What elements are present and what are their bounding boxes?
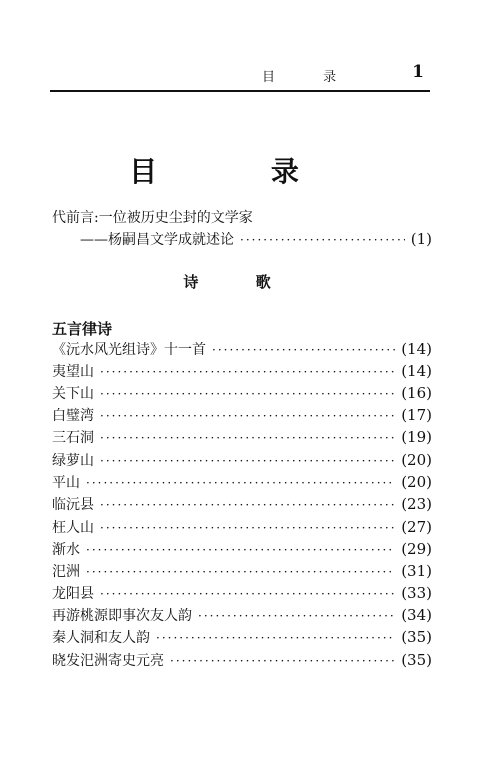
- entry-title: 枉人山: [52, 520, 94, 536]
- toc-entry: [52, 362, 432, 381]
- toc-title: 目 录: [129, 155, 351, 188]
- toc-entry: [52, 606, 432, 625]
- running-title: 目 录: [262, 70, 359, 85]
- dot-leader: [100, 452, 395, 470]
- entry-page: (20): [401, 473, 432, 491]
- entry-title: 绿萝山: [52, 453, 94, 469]
- entry-title: 三石洞: [52, 430, 94, 446]
- dot-leader: [100, 519, 395, 537]
- entry-page: (14): [401, 362, 432, 380]
- entry-page: (14): [401, 340, 432, 358]
- entry-page: (19): [401, 428, 432, 446]
- toc-entry: [52, 540, 432, 559]
- dot-leader: [100, 407, 395, 425]
- entry-title: 龙阳县: [52, 586, 94, 602]
- entry-page: (35): [401, 628, 432, 646]
- dot-leader: [100, 385, 395, 403]
- dot-leader: [100, 496, 395, 514]
- entry-title: 平山: [52, 475, 80, 491]
- dot-leader: [86, 541, 395, 559]
- toc-entry: [52, 495, 432, 514]
- dot-leader: [240, 231, 405, 249]
- entry-title: 汜洲: [52, 564, 80, 580]
- toc-entry: [52, 628, 432, 647]
- dot-leader: [198, 607, 395, 625]
- entry-title: 夷望山: [52, 364, 94, 380]
- entry-page: (33): [401, 584, 432, 602]
- entry-page: (31): [401, 562, 432, 580]
- dot-leader: [100, 363, 395, 381]
- foreword-subtitle: ——杨嗣昌文学成就述论: [80, 232, 234, 248]
- toc-entry: [52, 384, 432, 403]
- entry-page: (29): [401, 540, 432, 558]
- foreword-entry: [80, 230, 432, 249]
- foreword-page: (1): [410, 230, 432, 248]
- entry-page: (16): [401, 384, 432, 402]
- dot-leader: [100, 429, 395, 447]
- running-header: [50, 62, 430, 92]
- toc-entry: [52, 651, 432, 670]
- toc-entry: [52, 518, 432, 537]
- entry-title: 白璧湾: [52, 408, 94, 424]
- entry-page: (27): [401, 518, 432, 536]
- dot-leader: [100, 585, 395, 603]
- toc-entry: [52, 562, 432, 581]
- entry-page: (20): [401, 451, 432, 469]
- toc-entry: [52, 451, 432, 470]
- page-number: 1: [412, 62, 424, 82]
- entry-title: 临沅县: [52, 497, 94, 513]
- toc-entry: [52, 428, 432, 447]
- toc-entry: [52, 584, 432, 603]
- entry-page: (35): [401, 651, 432, 669]
- dot-leader: [86, 474, 395, 492]
- entry-page: (34): [401, 606, 432, 624]
- toc-entry: [52, 340, 432, 359]
- entry-title: 晓发汜洲寄史元亮: [52, 653, 164, 669]
- entry-title: 渐水: [52, 542, 80, 558]
- entry-title: 《沅水风光组诗》十一首: [52, 342, 206, 358]
- toc-entry: [52, 406, 432, 425]
- dot-leader: [170, 652, 395, 670]
- entry-title: 再游桃源即事次友人韵: [52, 608, 192, 624]
- entry-title: 关下山: [52, 386, 94, 402]
- dot-leader: [156, 629, 395, 647]
- dot-leader: [86, 563, 395, 581]
- entry-page: (23): [401, 495, 432, 513]
- subsection-title: 五言律诗: [52, 320, 113, 338]
- entry-page: (17): [401, 406, 432, 424]
- foreword-title: 代前言:一位被历史尘封的文学家: [52, 210, 253, 226]
- section-title: 诗 歌: [183, 273, 297, 291]
- entry-title: 秦人洞和友人韵: [52, 630, 150, 646]
- toc-entry: [52, 473, 432, 492]
- dot-leader: [212, 341, 395, 359]
